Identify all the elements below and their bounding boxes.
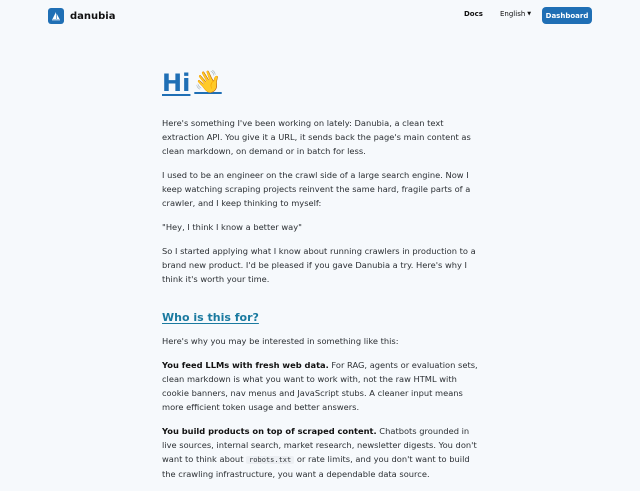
brand-link[interactable]: [48, 8, 115, 24]
language-selector[interactable]: [500, 10, 531, 18]
nav-link-docs[interactable]: Docs: [464, 10, 483, 18]
build-body-text-2: or rate limits, and you don't want to build the crawling infrastructure, you want a dependable data source.: [162, 454, 470, 479]
caret-down-icon: ▼: [527, 10, 532, 17]
llm-body-text: For RAG, agents or evaluation sets, clean markdown is what you want to work with, not the raw HTML with cookie banners, nav menus and JavaScript stubs. A cleaner input means more efficient token usage and better answers.: [162, 360, 478, 412]
dashboard-button[interactable]: Dashboard: [542, 7, 592, 24]
build-bold-text: You build products on top of scraped content.: [162, 426, 377, 436]
language-label: English: [500, 10, 526, 18]
llm-paragraph: [162, 358, 484, 414]
intro-paragraph: Here's something I've been working on lately: Danubia, a clean text extraction API. You give it a URL, it sends back the page's main content as clean markdown, on demand or in batch for less.: [162, 118, 471, 156]
greeting-heading: [162, 64, 484, 102]
waving-hand-icon: 👋: [194, 70, 222, 95]
brand-name: danubia: [70, 10, 116, 22]
audience-intro-paragraph: Here's why you may be interested in something like this:: [162, 336, 399, 346]
greeting-text: Hi: [162, 69, 191, 97]
quote-paragraph: "Hey, I think I know a better way": [162, 222, 302, 232]
background-paragraph: I used to be an engineer on the crawl side of a large search engine. Now I keep watching scraping projects reinvent the same hard, fragile parts of a crawler, and I keep thinking to myself:: [162, 170, 471, 208]
build-paragraph: [162, 424, 484, 481]
sailboat-icon: [48, 8, 64, 24]
top-navigation-bar: [0, 0, 640, 32]
llm-bold-text: You feed LLMs with fresh web data.: [162, 360, 329, 370]
build-body-text-1: Chatbots grounded in live sources, internal search, market research, newsletter digests. You don't want to think about: [162, 426, 477, 464]
motivation-paragraph: So I started applying what I know about running crawlers in production to a brand new product. I'd be pleased if you gave Danubia a try. Here's why I think it's worth your time.: [162, 246, 476, 284]
section-heading-who[interactable]: Who is this for?: [162, 311, 259, 324]
robots-txt-code: robots.txt: [246, 456, 294, 464]
article-content: [162, 64, 484, 491]
